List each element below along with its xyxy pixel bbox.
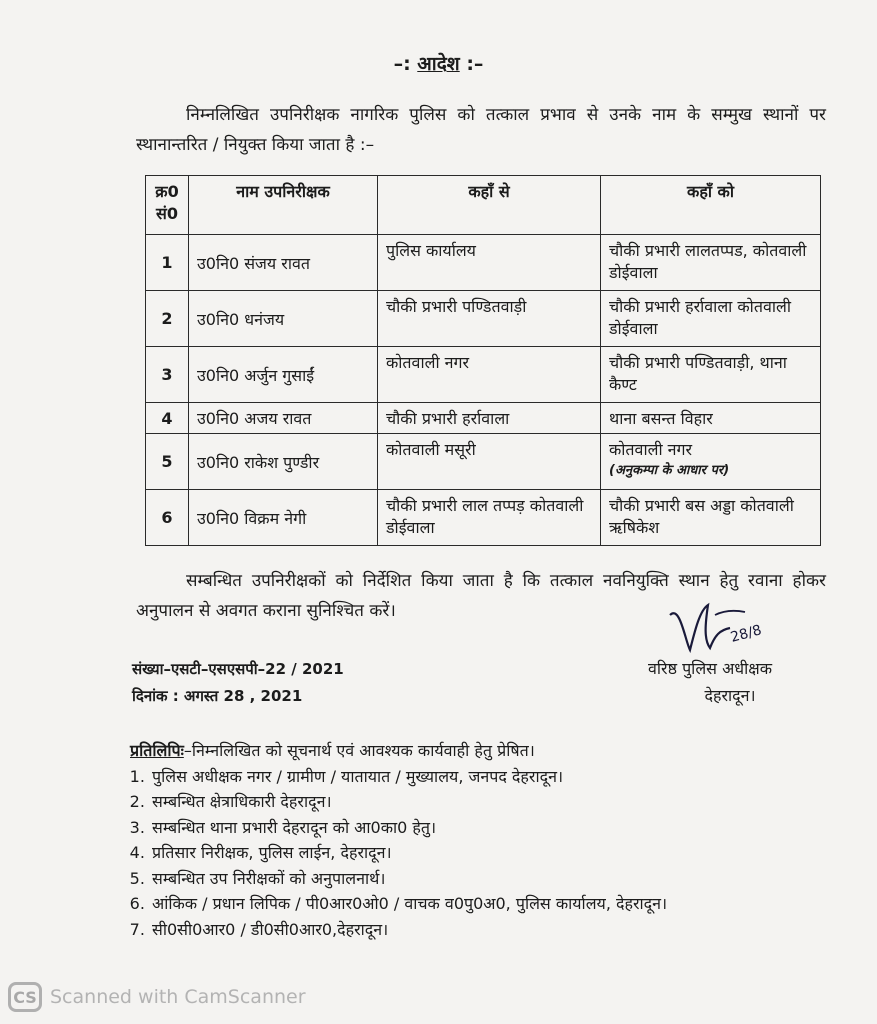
watermark-text: Scanned with CamScanner — [50, 986, 306, 1008]
table-row — [146, 291, 821, 347]
row-to-text: कोतवाली नगर — [609, 440, 693, 459]
intro-paragraph: निम्नलिखित उपनिरीक्षक नागरिक पुलिस को तत्काल प्रभाव से उनके नाम के सम्मुख स्थानों पर स्थानान्तरित / नियुक्त किया जाता है :– — [136, 105, 826, 155]
reference-number: संख्या–एसटी–एसएसपी–22 / 2021 — [132, 660, 344, 678]
list-item: 2. सम्बन्धित क्षेत्राधिकारी देहरादून। — [150, 789, 830, 815]
row-sn: 2 — [146, 291, 189, 347]
transfer-table — [145, 175, 821, 546]
heading-suffix: :– — [459, 53, 484, 75]
camscanner-logo-icon: CS — [8, 982, 42, 1012]
copies-list — [130, 764, 830, 943]
list-item: 4. प्रतिसार निरीक्षक, पुलिस लाईन, देहरादून। — [150, 840, 830, 866]
header-sn: क्र0 सं0 — [146, 176, 189, 235]
row-to: थाना बसन्त विहार — [601, 403, 821, 434]
signature-mark — [660, 600, 770, 660]
reference-date: दिनांक : अगस्त 28 , 2021 — [132, 687, 303, 705]
table-row — [146, 490, 821, 546]
copies-heading: प्रतिलिपिः — [130, 741, 184, 760]
table-header-row — [146, 176, 821, 235]
list-item: 6. आंकिक / प्रधान लिपिक / पी0आर0ओ0 / वाचक व0पु0अ0, पुलिस कार्यालय, देहरादून। — [150, 891, 830, 917]
row-sn: 6 — [146, 490, 189, 546]
table-row — [146, 235, 821, 291]
row-from: चौकी प्रभारी लाल तप्पड़ कोतवाली डोईवाला — [378, 490, 601, 546]
row-note: (अनुकम्पा के आधार पर) — [609, 463, 730, 478]
header-to: कहाँ को — [601, 176, 821, 235]
row-name: उ0नि0 अजय रावत — [189, 403, 378, 434]
row-from: चौकी प्रभारी पण्डितवाड़ी — [378, 291, 601, 347]
header-from: कहाँ से — [378, 176, 601, 235]
signatory-place: देहरादून। — [704, 686, 756, 705]
table-row — [146, 347, 821, 403]
signature-date: 28/8 — [728, 622, 764, 646]
order-heading — [0, 50, 877, 76]
row-sn: 3 — [146, 347, 189, 403]
row-from: कोतवाली नगर — [378, 347, 601, 403]
reference-block — [132, 656, 344, 710]
table-row — [146, 434, 821, 490]
row-name: उ0नि0 अर्जुन गुसाईं — [189, 347, 378, 403]
row-from: चौकी प्रभारी हर्रावाला — [378, 403, 601, 434]
row-to: चौकी प्रभारी पण्डितवाड़ी, थाना कैण्ट — [601, 347, 821, 403]
row-to: चौकी प्रभारी लालतप्पड, कोतवाली डोईवाला — [601, 235, 821, 291]
heading-prefix: –: — [393, 53, 418, 75]
row-sn: 5 — [146, 434, 189, 490]
signatory-designation: वरिष्ठ पुलिस अधीक्षक — [648, 659, 773, 678]
row-name: उ0नि0 संजय रावत — [189, 235, 378, 291]
copies-heading-rest: –निम्नलिखित को सूचनार्थ एवं आवश्यक कार्यवाही हेतु प्रेषित। — [183, 741, 535, 760]
instruction-paragraph: सम्बन्धित उपनिरीक्षकों को निर्देशित किया जाता है कि तत्काल नवनियुक्ति स्थान हेतु रवाना होकर अनुपालन से अवगत कराना सुनिश्चित करें। — [136, 571, 826, 621]
row-name: उ0नि0 धनंजय — [189, 291, 378, 347]
list-item: 7. सी0सी0आर0 / डी0सी0आर0,देहरादून। — [150, 917, 830, 943]
camscanner-watermark — [8, 982, 306, 1012]
list-item: 5. सम्बन्धित उप निरीक्षकों को अनुपालनार्थ। — [150, 866, 830, 892]
row-name: उ0नि0 राकेश पुण्डीर — [189, 434, 378, 490]
signatory-block — [648, 655, 772, 709]
row-to — [601, 434, 821, 490]
row-from: कोतवाली मसूरी — [378, 434, 601, 490]
copies-section — [130, 738, 830, 942]
row-from: पुलिस कार्यालय — [378, 235, 601, 291]
table-row — [146, 403, 821, 434]
list-item: 3. सम्बन्धित थाना प्रभारी देहरादून को आ0का0 हेतु। — [150, 815, 830, 841]
row-to: चौकी प्रभारी हर्रावाला कोतवाली डोईवाला — [601, 291, 821, 347]
copies-heading-line — [130, 738, 830, 764]
header-name: नाम उपनिरीक्षक — [189, 176, 378, 235]
row-to: चौकी प्रभारी बस अड्डा कोतवाली ऋषिकेश — [601, 490, 821, 546]
list-item: 1. पुलिस अधीक्षक नगर / ग्रामीण / यातायात / मुख्यालय, जनपद देहरादून। — [150, 764, 830, 790]
row-name: उ0नि0 विक्रम नेगी — [189, 490, 378, 546]
row-sn: 4 — [146, 403, 189, 434]
heading-word: आदेश — [417, 53, 460, 75]
row-sn: 1 — [146, 235, 189, 291]
